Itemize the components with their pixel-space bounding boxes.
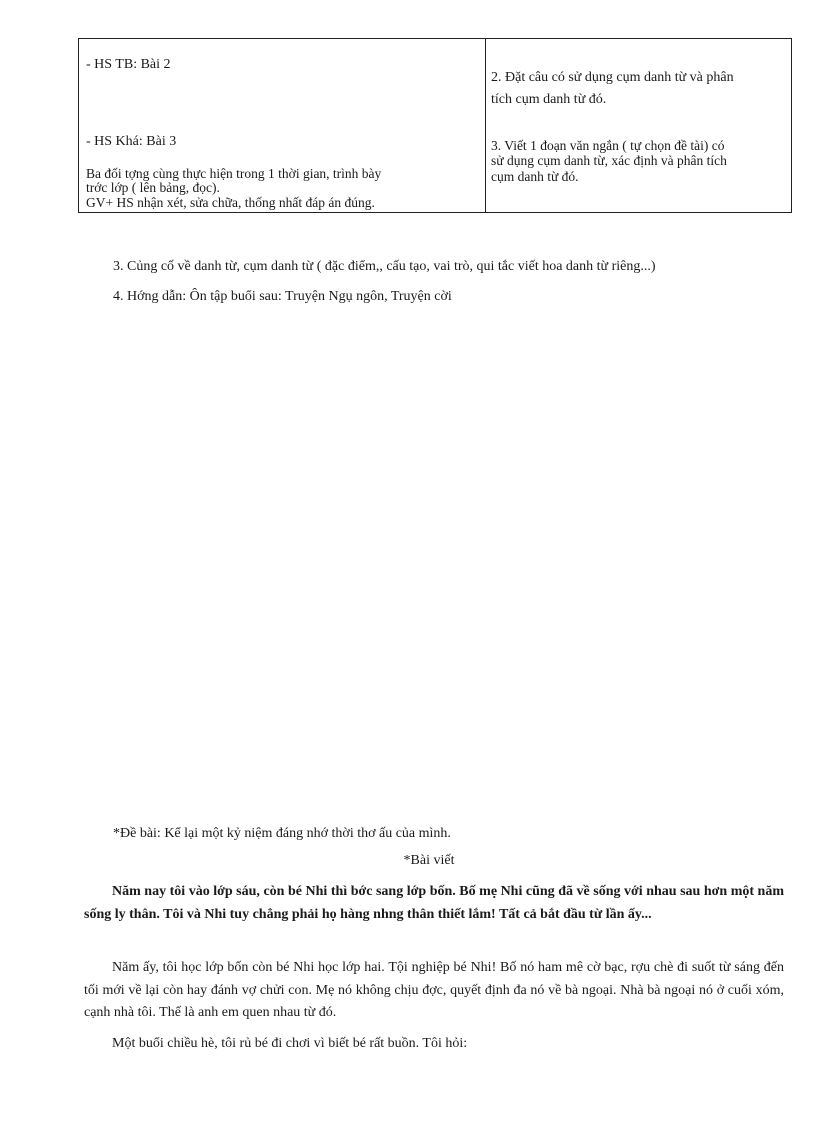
table-left-row4: GV+ HS nhận xét, sửa chữa, thống nhất đáp án đúng. [86, 195, 375, 210]
table-right-task3-line1: 3. Viết 1 đoạn văn ngắn ( tự chọn đề tài) có [491, 138, 725, 153]
table-column-divider [485, 39, 486, 212]
essay-paragraph-1: Năm ấy, tôi học lớp bốn còn bé Nhi học lớp hai. Tội nghiệp bé Nhi! Bố nó ham mê cờ bạc, rợu chè đi suốt từ sáng đến tối mới về lại còn hay đánh vợ chửi con. Mẹ nó không chịu đợc, quyết định đa nó về bà ngoại. Nhà bà ngoại nó ở cuối xóm, cạnh nhà tôi. Thế là anh em quen nhau từ đó. [84, 960, 784, 1020]
table-left-row1: - HS TB: Bài 2 [86, 57, 171, 72]
table-right-task2-line1: 2. Đặt câu có sử dụng cụm danh từ và phân [491, 70, 734, 85]
table-right-task3-line3: cụm danh từ đó. [491, 169, 579, 184]
essay-heading: *Bài viết [403, 853, 455, 868]
table-left-row2: - HS Khá: Bài 3 [86, 134, 177, 149]
table-right-task3-line2: sử dụng cụm danh từ, xác định và phân tích [491, 153, 727, 168]
table-left-row3-line1: Ba đối tợng cùng thực hiện trong 1 thời gian, trình bày [86, 166, 382, 181]
step-4-guidance: 4. Hớng dẫn: Ôn tập buổi sau: Truyện Ngụ ngôn, Truyện cời [113, 289, 452, 304]
table-left-row3-line2: trớc lớp ( lên bảng, đọc). [86, 180, 220, 195]
table-right-task2-line2: tích cụm danh từ đó. [491, 92, 607, 107]
essay-intro-paragraph: Năm nay tôi vào lớp sáu, còn bé Nhi thì bớc sang lớp bốn. Bố mẹ Nhi cũng đã về sống với nhau sau hơn một năm sống ly thân. Tôi và Nhi tuy chẳng phải họ hàng nhng thân thiết lắm! Tất cả bắt đầu từ lần ấy... [84, 884, 784, 922]
essay-paragraph-2: Một buổi chiều hè, tôi rủ bé đi chơi vì biết bé rất buồn. Tôi hỏi: [112, 1036, 468, 1051]
essay-prompt: *Đề bài: Kể lại một kỷ niệm đáng nhớ thời thơ ấu của mình. [113, 826, 451, 841]
step-3-review: 3. Củng cố về danh từ, cụm danh từ ( đặc điểm,, cấu tạo, vai trò, qui tắc viết hoa danh từ riêng...) [113, 259, 656, 274]
